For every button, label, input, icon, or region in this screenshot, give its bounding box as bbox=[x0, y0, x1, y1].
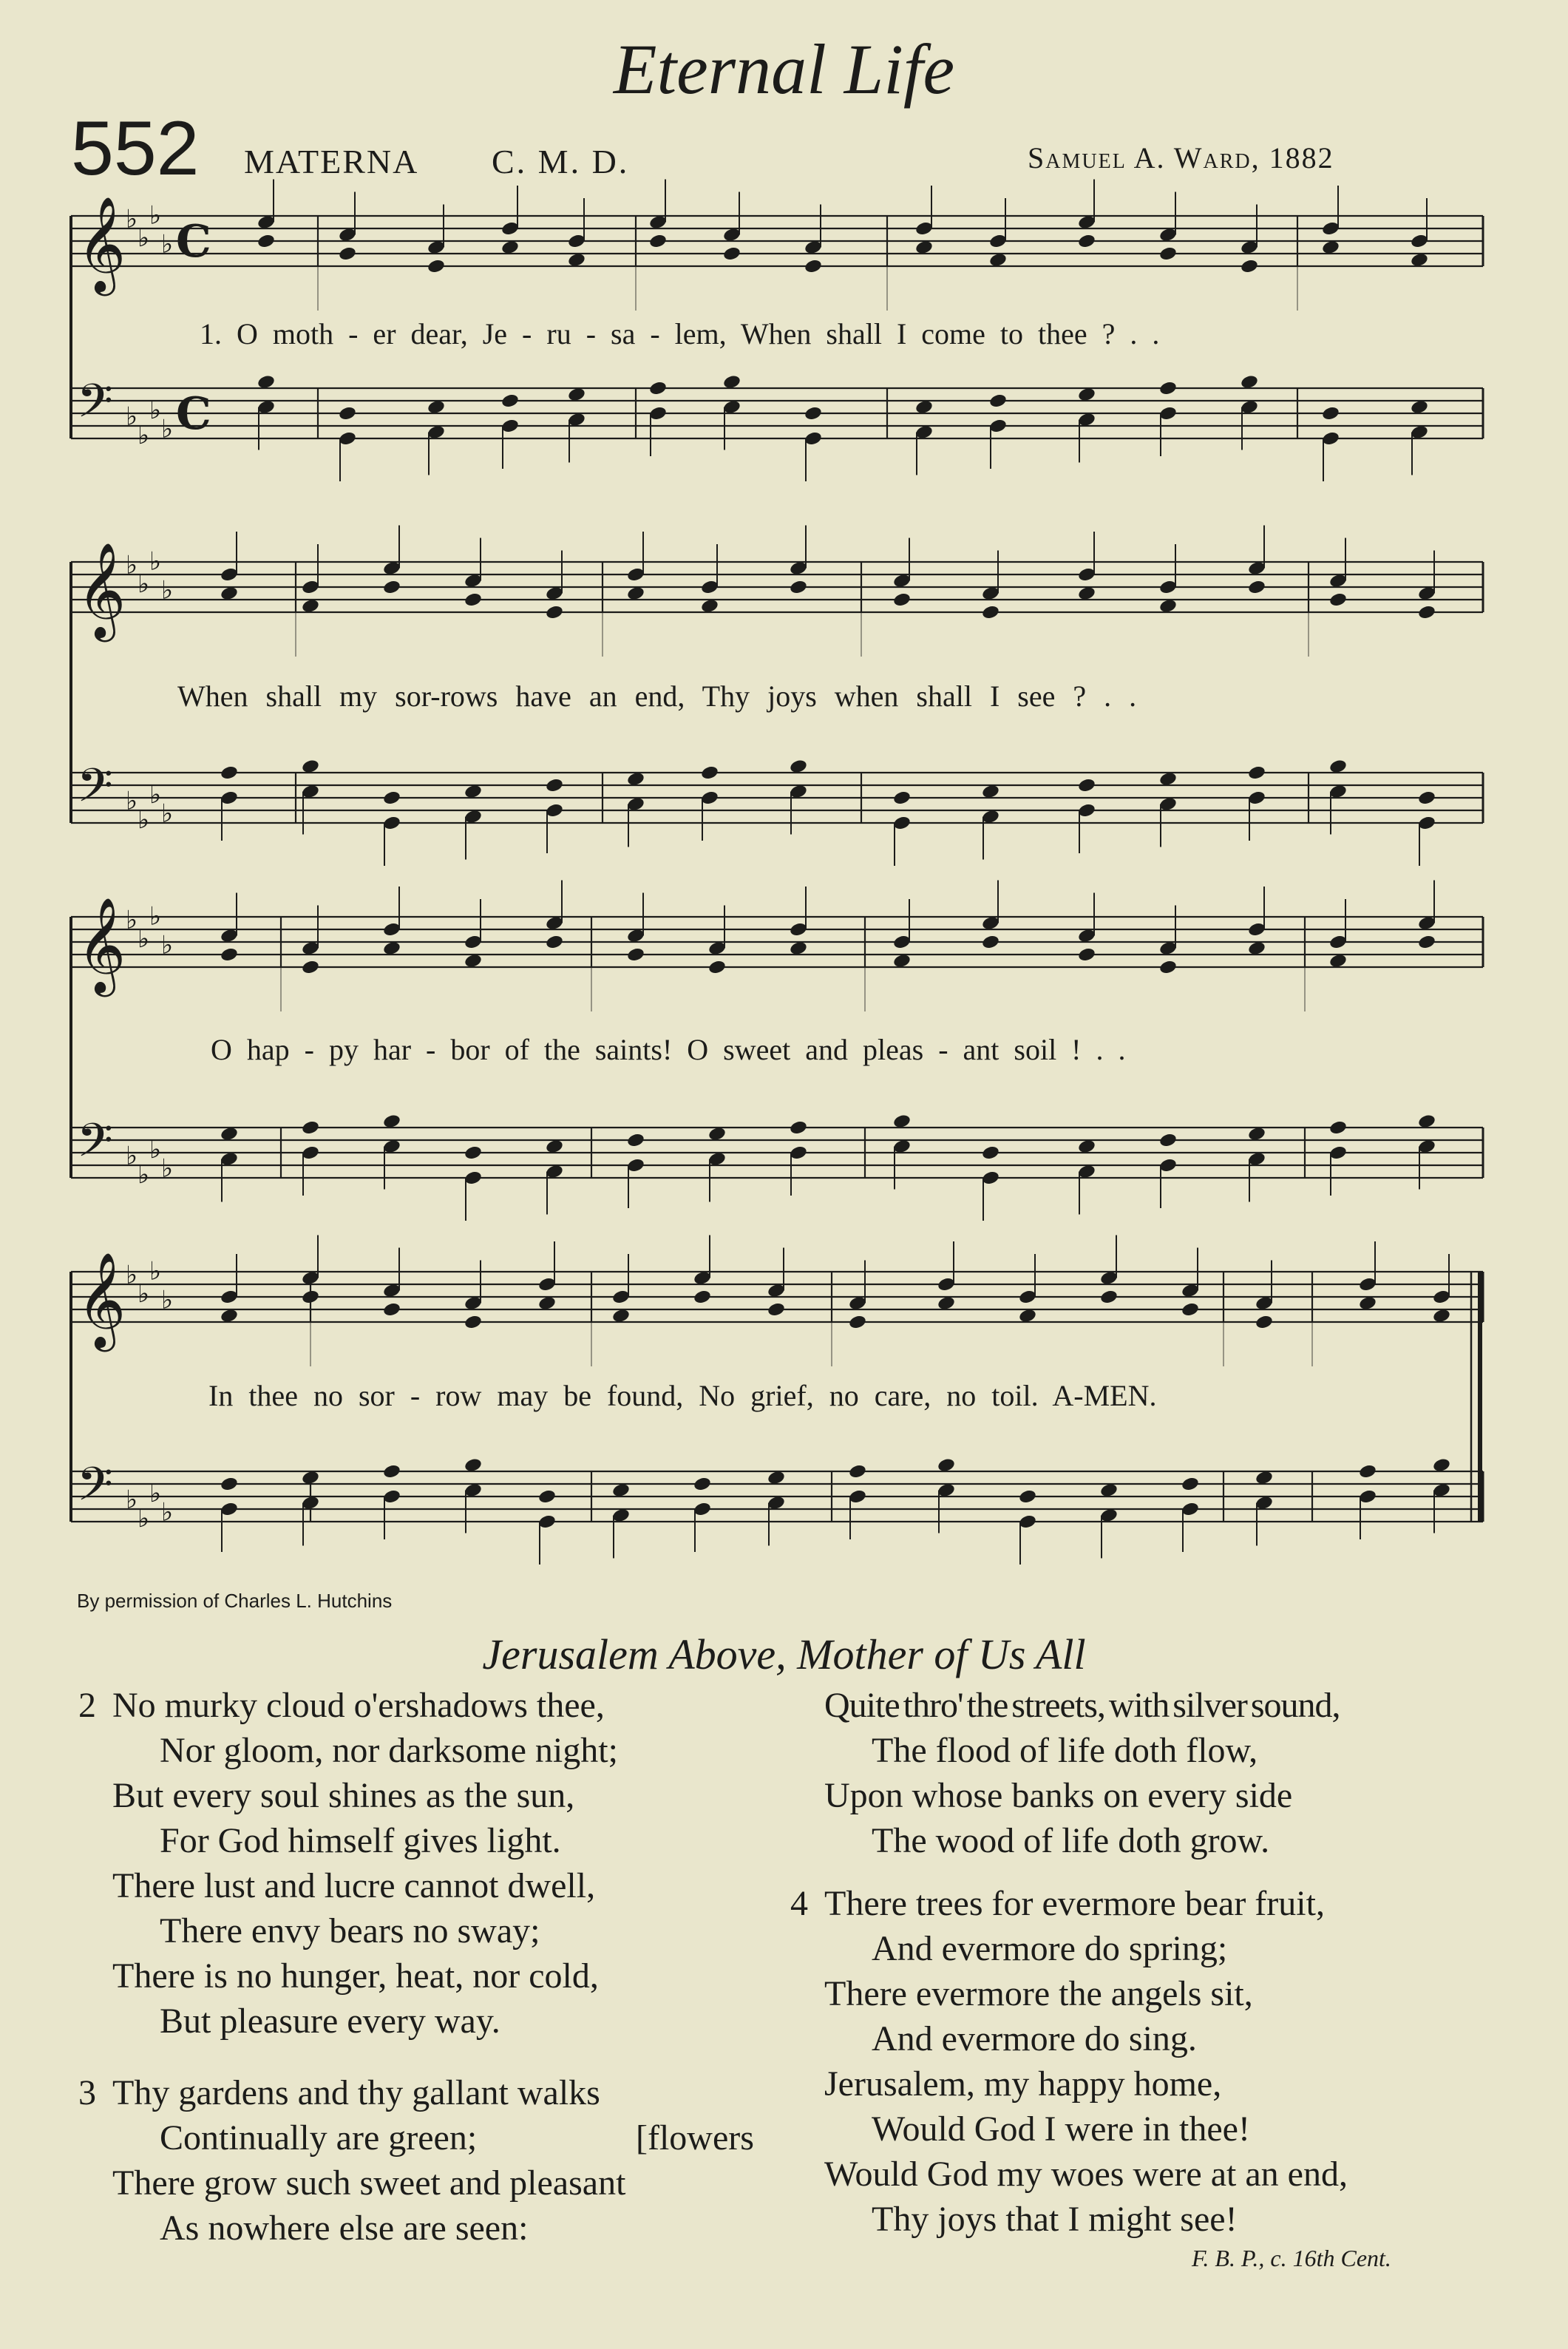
alto-notehead bbox=[464, 1314, 483, 1330]
verse-line: Quite thro' the streets, with silver sound, bbox=[824, 1686, 1340, 1725]
tenor-notehead bbox=[981, 1145, 1000, 1161]
flat-sign-icon: ♭ bbox=[126, 550, 138, 580]
verse-line: There grow such sweet and pleasant bbox=[112, 2163, 626, 2203]
alto-notehead bbox=[1099, 1289, 1119, 1305]
verse-line: And evermore do spring; bbox=[872, 1929, 1228, 1968]
alto-notehead bbox=[301, 959, 320, 975]
tenor-notehead bbox=[1158, 1132, 1178, 1148]
flat-sign-icon: ♭ bbox=[161, 229, 174, 260]
verse-line: For God himself gives light. bbox=[160, 1821, 561, 1860]
tenor-notehead bbox=[693, 1476, 712, 1492]
flat-sign-icon: ♭ bbox=[126, 1260, 138, 1290]
alto-notehead bbox=[1255, 1314, 1274, 1330]
tenor-notehead bbox=[892, 790, 912, 806]
text-attribution: F. B. P., c. 16th Cent. bbox=[1192, 2245, 1391, 2271]
tenor-notehead bbox=[301, 1119, 320, 1136]
poem-title: Jerusalem Above, Mother of Us All bbox=[482, 1630, 1086, 1678]
verse-line: Upon whose banks on every side bbox=[824, 1776, 1293, 1815]
tenor-notehead bbox=[1328, 1119, 1348, 1136]
flat-sign-icon: ♭ bbox=[138, 1159, 150, 1190]
alto-notehead bbox=[648, 233, 668, 249]
alto-notehead bbox=[1417, 604, 1436, 620]
flat-sign-icon: ♭ bbox=[149, 901, 162, 932]
flat-sign-icon: ♭ bbox=[138, 804, 150, 835]
verse-line: There trees for evermore bear fruit, bbox=[824, 1884, 1325, 1923]
tenor-notehead bbox=[1181, 1476, 1200, 1492]
bass-clef-icon: 𝄢 bbox=[77, 1113, 113, 1179]
tenor-notehead bbox=[338, 405, 357, 421]
flat-sign-icon: ♭ bbox=[126, 905, 138, 935]
treble-clef-icon: 𝄞 bbox=[77, 1252, 126, 1348]
verse-line: Nor gloom, nor darksome night; bbox=[160, 1731, 618, 1770]
flat-sign-icon: ♭ bbox=[149, 1256, 162, 1287]
flat-sign-icon: ♭ bbox=[126, 1141, 138, 1171]
flat-sign-icon: ♭ bbox=[161, 1497, 174, 1528]
flat-sign-icon: ♭ bbox=[149, 1478, 162, 1508]
verse-2 bbox=[78, 1683, 618, 2044]
lyric-line-1: 1. O moth - er dear, Je - ru - sa - lem, When shall I come to thee ? . . bbox=[200, 317, 1160, 350]
flat-sign-icon: ♭ bbox=[126, 401, 138, 432]
tenor-notehead bbox=[1077, 777, 1096, 793]
tenor-notehead bbox=[500, 393, 520, 409]
verse-line: There evermore the angels sit, bbox=[824, 1974, 1253, 2013]
verse-line: But pleasure every way. bbox=[160, 2001, 500, 2041]
alto-notehead bbox=[1077, 946, 1096, 963]
tenor-notehead bbox=[626, 1132, 645, 1148]
flat-sign-icon: ♭ bbox=[149, 395, 162, 425]
flat-sign-icon: ♭ bbox=[138, 923, 150, 954]
alto-notehead bbox=[464, 592, 483, 608]
lyric-line-2: When shall my sor-rows have an end, Thy joys when shall I see ? . . bbox=[177, 679, 1137, 713]
alto-notehead bbox=[427, 258, 446, 274]
tenor-notehead bbox=[537, 1488, 557, 1505]
alto-notehead bbox=[1181, 1301, 1200, 1318]
verse-3 bbox=[78, 2070, 626, 2251]
tenor-notehead bbox=[220, 765, 239, 781]
alto-notehead bbox=[338, 245, 357, 262]
verse-line: Thy joys that I might see! bbox=[872, 2200, 1238, 2239]
alto-notehead bbox=[301, 1289, 320, 1305]
verse-line: No murky cloud o'ershadows thee, bbox=[112, 1686, 605, 1725]
flat-sign-icon: ♭ bbox=[149, 1134, 162, 1165]
verse-line: There is no hunger, heat, nor cold, bbox=[112, 1956, 599, 1996]
alto-notehead bbox=[804, 258, 823, 274]
tenor-notehead bbox=[1158, 380, 1178, 396]
tenor-notehead bbox=[545, 777, 564, 793]
flat-sign-icon: ♭ bbox=[161, 799, 174, 829]
tenor-notehead bbox=[382, 790, 401, 806]
alto-notehead bbox=[1158, 245, 1178, 262]
tenor-notehead bbox=[988, 393, 1008, 409]
tenor-notehead bbox=[1018, 1488, 1037, 1505]
alto-notehead bbox=[626, 946, 645, 963]
flat-sign-icon: ♭ bbox=[126, 786, 138, 816]
verse-line: Would God my woes were at an end, bbox=[824, 2155, 1348, 2194]
verse-3-runover: [flowers bbox=[636, 2118, 754, 2158]
alto-notehead bbox=[848, 1314, 867, 1330]
tenor-notehead bbox=[220, 1476, 239, 1492]
verse-number: 2 bbox=[78, 1686, 96, 1725]
verse-line: And evermore do sing. bbox=[872, 2019, 1197, 2058]
tenor-notehead bbox=[1358, 1463, 1377, 1479]
alto-notehead bbox=[545, 604, 564, 620]
verse-line: Thy gardens and thy gallant walks bbox=[112, 2073, 600, 2112]
flat-sign-icon: ♭ bbox=[161, 575, 174, 606]
verse-number: 4 bbox=[790, 1884, 808, 1923]
lyric-line-3: O hap - py har - bor of the saints! O sweet and pleas - ant soil ! . . bbox=[211, 1033, 1126, 1066]
verse-line: There envy bears no sway; bbox=[160, 1911, 540, 1950]
treble-clef-icon: 𝄞 bbox=[77, 196, 126, 292]
alto-notehead bbox=[257, 233, 276, 249]
alto-notehead bbox=[981, 934, 1000, 950]
treble-clef-icon: 𝄞 bbox=[77, 542, 126, 638]
bass-clef-icon: 𝄢 bbox=[77, 758, 113, 824]
lyric-line-4: In thee no sor - row may be found, No grief, no care, no toil. A-MEN. bbox=[208, 1379, 1157, 1412]
bass-clef-icon: 𝄢 bbox=[77, 373, 113, 439]
alto-notehead bbox=[1417, 934, 1436, 950]
section-title: Eternal Life bbox=[613, 30, 955, 109]
verse-line: Would God I were in thee! bbox=[872, 2109, 1250, 2149]
tenor-notehead bbox=[789, 1119, 808, 1136]
alto-notehead bbox=[722, 245, 741, 262]
alto-notehead bbox=[789, 579, 808, 595]
alto-notehead bbox=[981, 604, 1000, 620]
flat-sign-icon: ♭ bbox=[161, 1153, 174, 1184]
flat-sign-icon: ♭ bbox=[161, 930, 174, 960]
verse-4 bbox=[790, 1881, 1348, 2242]
alto-notehead bbox=[1328, 592, 1348, 608]
flat-sign-icon: ♭ bbox=[161, 1285, 174, 1315]
tune-name: MATERNA bbox=[244, 143, 419, 180]
meter: C. M. D. bbox=[492, 143, 630, 180]
alto-notehead bbox=[220, 946, 239, 963]
tenor-notehead bbox=[382, 1463, 401, 1479]
tenor-notehead bbox=[1321, 405, 1340, 421]
flat-sign-icon: ♭ bbox=[126, 204, 138, 234]
alto-notehead bbox=[707, 959, 727, 975]
alto-notehead bbox=[1240, 258, 1259, 274]
alto-notehead bbox=[1077, 233, 1096, 249]
bass-clef-icon: 𝄢 bbox=[77, 1457, 113, 1522]
alto-notehead bbox=[545, 934, 564, 950]
alto-notehead bbox=[1247, 579, 1266, 595]
tenor-notehead bbox=[804, 405, 823, 421]
alto-notehead bbox=[767, 1301, 786, 1318]
verse-line: As nowhere else are seen: bbox=[160, 2209, 529, 2248]
verse-number: 3 bbox=[78, 2073, 96, 2112]
treble-clef-icon: 𝄞 bbox=[77, 897, 126, 993]
flat-sign-icon: ♭ bbox=[149, 546, 162, 577]
hymn-number: 552 bbox=[71, 106, 200, 191]
tenor-notehead bbox=[700, 765, 719, 781]
alto-notehead bbox=[892, 592, 912, 608]
verse-line: Continually are green; bbox=[160, 2118, 478, 2158]
tenor-notehead bbox=[1247, 765, 1266, 781]
alto-notehead bbox=[693, 1289, 712, 1305]
flat-sign-icon: ♭ bbox=[138, 569, 150, 599]
alto-notehead bbox=[382, 579, 401, 595]
verse-line: Jerusalem, my happy home, bbox=[824, 2064, 1222, 2104]
composer: Samuel A. Ward, 1882 bbox=[1028, 141, 1334, 174]
permission-note: By permission of Charles L. Hutchins bbox=[77, 1590, 393, 1612]
tenor-notehead bbox=[848, 1463, 867, 1479]
flat-sign-icon: ♭ bbox=[138, 420, 150, 450]
flat-sign-icon: ♭ bbox=[149, 779, 162, 810]
flat-sign-icon: ♭ bbox=[138, 1503, 150, 1533]
verse-line: There lust and lucre cannot dwell, bbox=[112, 1866, 596, 1905]
verse-line: The flood of life doth flow, bbox=[872, 1731, 1258, 1770]
common-time-icon: C bbox=[176, 216, 211, 268]
tenor-notehead bbox=[648, 380, 668, 396]
verse-line: The wood of life doth grow. bbox=[872, 1821, 1270, 1860]
verse-line: But every soul shines as the sun, bbox=[112, 1776, 575, 1815]
flat-sign-icon: ♭ bbox=[161, 414, 174, 444]
verse-3-continued bbox=[824, 1683, 1340, 1863]
flat-sign-icon: ♭ bbox=[126, 1485, 138, 1515]
flat-sign-icon: ♭ bbox=[138, 1278, 150, 1309]
flat-sign-icon: ♭ bbox=[149, 200, 162, 231]
flat-sign-icon: ♭ bbox=[138, 223, 150, 253]
alto-notehead bbox=[1158, 959, 1178, 975]
alto-notehead bbox=[382, 1301, 401, 1318]
tenor-notehead bbox=[464, 1145, 483, 1161]
tenor-notehead bbox=[1417, 790, 1436, 806]
common-time-icon: C bbox=[176, 388, 211, 440]
